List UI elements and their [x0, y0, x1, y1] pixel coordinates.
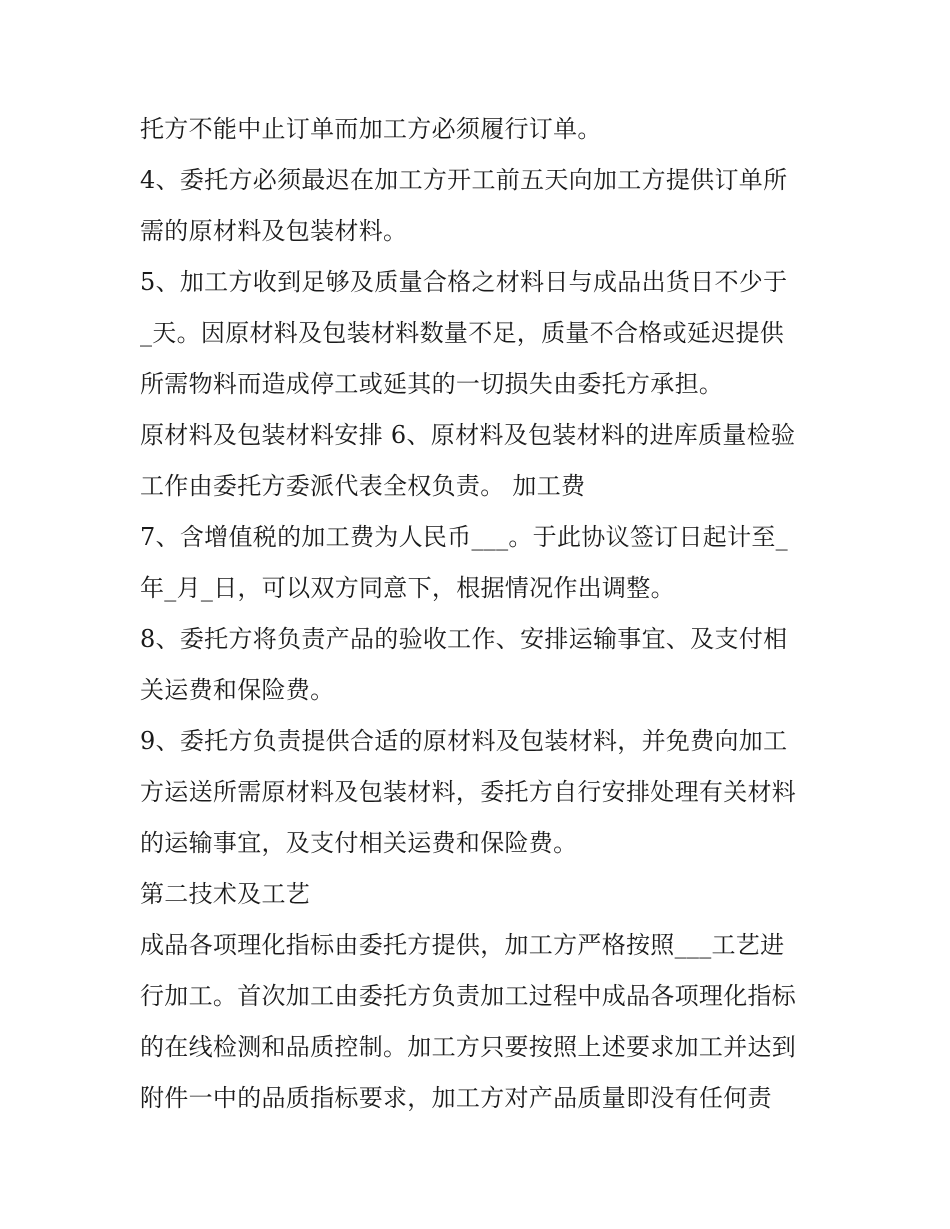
text-line: 7、含增值税的加工费为人民币___。于此协议签订日起计至_ — [140, 523, 788, 551]
text-line: 的运输事宜，及支付相关运费和保险费。 — [140, 829, 578, 857]
text-line: 8、委托方将负责产品的验收工作、安排运输事宜、及支付相 — [140, 625, 788, 653]
text-line: 成品各项理化指标由委托方提供，加工方严格按照___工艺进 — [140, 931, 785, 959]
text-line: 原材料及包装材料安排 6、原材料及包装材料的进库质量检验 — [140, 421, 796, 449]
text-line: 的在线检测和品质控制。加工方只要按照上述要求加工并达到 — [140, 1033, 797, 1061]
text-line: 工作由委托方委派代表全权负责。 加工费 — [140, 472, 586, 500]
text-line: 9、委托方负责提供合适的原材料及包装材料，并免费向加工 — [140, 727, 788, 755]
text-line: 行加工。首次加工由委托方负责加工过程中成品各项理化指标 — [140, 982, 797, 1010]
text-line: 所需物料而造成停工或延其的一切损失由委托方承担。 — [140, 370, 724, 398]
text-line: _天。因原材料及包装材料数量不足，质量不合格或延迟提供 — [140, 319, 785, 347]
text-line: 4、委托方必须最迟在加工方开工前五天向加工方提供订单所 — [140, 166, 788, 194]
text-line: 托方不能中止订单而加工方必须履行订单。 — [140, 115, 602, 143]
text-line: 5、加工方收到足够及质量合格之材料日与成品出货日不少于 — [140, 268, 788, 296]
section-heading: 第二技术及工艺 — [140, 880, 311, 908]
text-line: 方运送所需原材料及包装材料，委托方自行安排处理有关材料 — [140, 778, 797, 806]
text-line: 年_月_日，可以双方同意下，根据情况作出调整。 — [140, 574, 675, 602]
text-line: 关运费和保险费。 — [140, 676, 335, 704]
text-line: 附件一中的品质指标要求，加工方对产品质量即没有任何责 — [140, 1084, 772, 1112]
document-body — [140, 104, 820, 1124]
text-line: 需的原材料及包装材料。 — [140, 217, 408, 245]
